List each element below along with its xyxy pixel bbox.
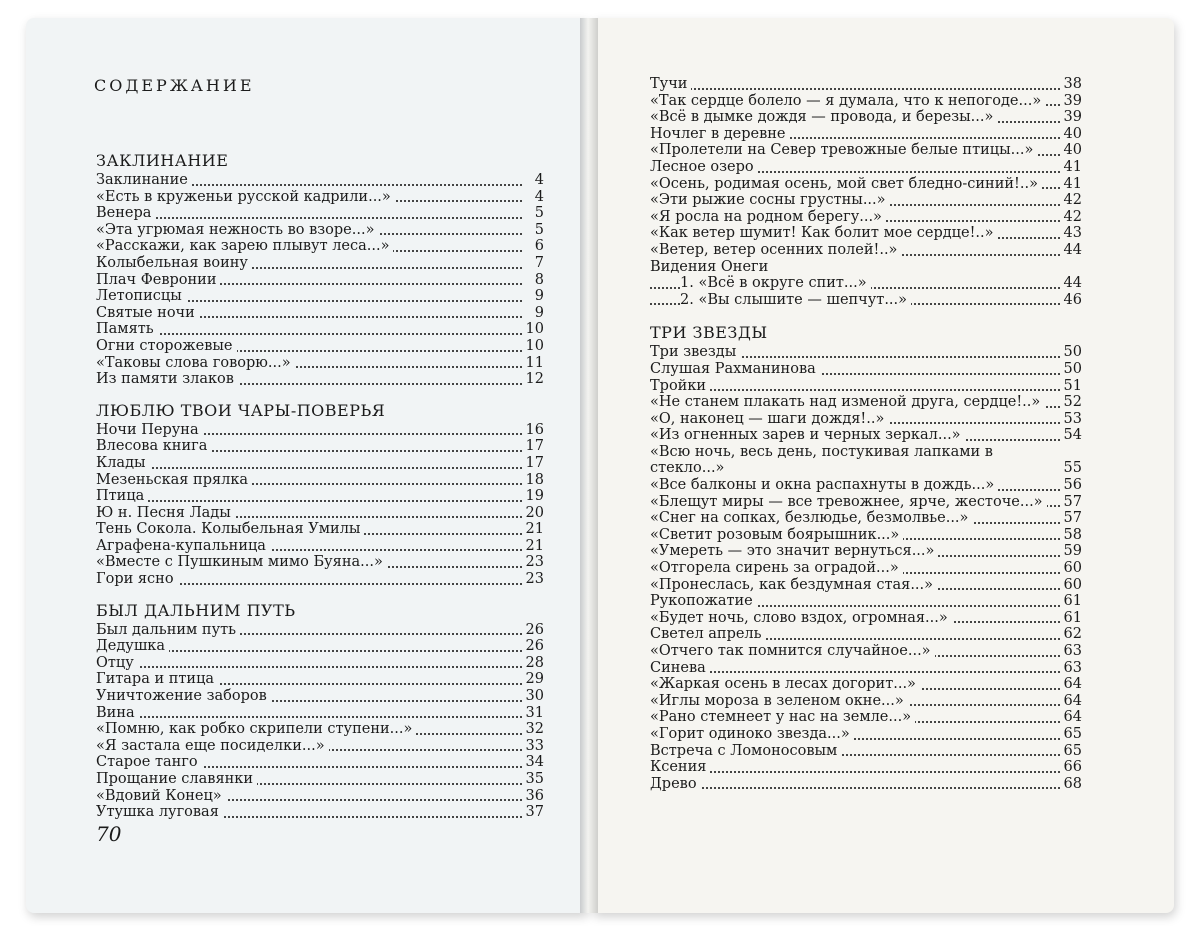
toc-entry-title: «Будет ночь, слово вздох, огромная...» [650,610,952,626]
toc-entry-title: «Я росла на родном берегу...» [650,209,886,225]
toc-entry-title: Синева [650,660,710,676]
toc-entry-page: 4 [531,189,544,206]
toc-entry-title: Древо [650,776,701,792]
toc-entry-page: 35 [522,771,544,788]
toc-entry-title: Лесное озеро [650,159,758,175]
toc-entry-title: Встреча с Ломоносовым [650,743,841,759]
toc-entry-title: Утушка луговая [96,804,223,820]
toc-entry [96,804,544,821]
toc-entry-title: Заклинание [96,172,192,188]
toc-entry-page: 5 [531,222,544,239]
toc-entry-page: 26 [522,638,544,655]
toc-entry-page: 50 [1060,344,1082,361]
toc-entry-page: 65 [1060,743,1082,760]
toc-entry-title: «Из огненных зарев и черных зеркал...» [650,427,965,443]
toc-entry-title: «Светит розовым боярышник...» [650,527,903,543]
toc-entry-page: 61 [1060,610,1082,627]
toc-entry-title: Тройки [650,378,710,394]
toc-entry-page: 9 [531,288,544,305]
toc-entry-title: Колыбельная воину [96,255,252,271]
toc-entry [96,554,544,571]
book-gutter [580,18,598,913]
toc-entry-title: «Всю ночь, весь день, постукивая лапками в стекло...» [650,444,1082,477]
toc-entry [96,788,544,805]
toc-entry-title: «О, наконец — шаги дождя!..» [650,411,888,427]
toc-entry-page: 43 [1060,225,1082,242]
toc-entry [650,209,1082,226]
toc-entry-title: Плач Февронии [96,272,220,288]
toc-entry-page: 53 [1060,411,1082,428]
toc-entry-title: Тучи [650,76,691,92]
section-heading: ЛЮБЛЮ ТВОИ ЧАРЫ-ПОВЕРЬЯ [96,400,386,420]
toc-entry-title: «Отчего так помнится случайное...» [650,643,935,659]
page-number: 70 [96,822,122,846]
toc-entry-page: 9 [531,305,544,322]
toc-entry-title: «Помню, как робко скрипели ступени...» [96,721,416,737]
toc-entry-title: Ночи Перуна [96,422,203,438]
toc-entry-page: 32 [522,721,544,738]
toc-entry-page: 41 [1060,176,1082,193]
toc-entry [96,338,544,355]
toc-entry [96,738,544,755]
toc-entry-title: Тень Сокола. Колыбельная Умилы [96,521,364,537]
toc-entry-page: 31 [522,705,544,722]
toc-entry-page: 4 [531,172,544,189]
toc-entry-page: 23 [522,571,544,588]
toc-entry-title: Аграфена-купальница [96,538,270,554]
toc-entry-page: 29 [522,671,544,688]
toc-entry [650,494,1082,511]
toc-entry-title: Клады [96,455,150,471]
toc-entry [96,771,544,788]
toc-entry-title: Память [96,321,158,337]
toc-entry-title: «Снег на сопках, безлюдье, безмолвье...» [650,510,972,526]
toc-entry-page: 7 [531,255,544,272]
toc-entry [96,688,544,705]
dot-leader [650,88,1060,90]
toc-entry [96,671,544,688]
toc-entry [96,655,544,672]
toc-entry-title: Летописцы [96,288,186,304]
toc-entry-page: 68 [1060,776,1082,793]
toc-entry-page: 12 [522,371,544,388]
toc-entry-page: 64 [1060,676,1082,693]
toc-entry-page: 57 [1060,494,1082,511]
toc-entry-page: 58 [1060,527,1082,544]
toc-entry [650,344,1082,361]
toc-entry-page: 39 [1060,109,1082,126]
toc-entry [650,610,1082,627]
toc-entry-page: 64 [1060,693,1082,710]
dot-leader [96,500,522,502]
toc-entry [96,422,544,439]
toc-entry [96,521,544,538]
right-toc-column [650,76,1082,792]
toc-entry-title: Венера [96,205,155,221]
toc-entry [650,743,1082,760]
toc-entry-page: 34 [522,754,544,771]
section-heading: ТРИ ЗВЕЗДЫ [650,323,768,343]
toc-entry [96,255,544,272]
toc-entry [650,176,1082,193]
toc-entry-page: 63 [1060,643,1082,660]
toc-entry-page: 64 [1060,709,1082,726]
toc-entry-page: 20 [522,505,544,522]
toc-entry-page: 17 [522,455,544,472]
toc-entry-page: 60 [1060,577,1082,594]
toc-entry-title: Вина [96,705,139,721]
toc-entry [96,305,544,322]
toc-entry [650,759,1082,776]
toc-entry-title: Светел апрель [650,626,766,642]
toc-entry [96,272,544,289]
toc-entry-page: 62 [1060,626,1082,643]
toc-entry-title: Гитара и птица [96,671,218,687]
toc-entry-title: Прощание славянки [96,771,257,787]
toc-entry [650,726,1082,743]
dot-leader [650,771,1060,773]
toc-entry-title: Отцу [96,655,138,671]
toc-entry [650,275,1082,292]
toc-entry-page: 40 [1060,142,1082,159]
toc-entry [96,754,544,771]
toc-entry [650,378,1082,395]
toc-entry-page: 55 [1060,460,1082,477]
toc-entry [650,142,1082,159]
toc-entry-title: «Ветер, ветер осенних полей!..» [650,242,901,258]
toc-entry-page: 54 [1060,427,1082,444]
toc-entry-title: Святые ночи [96,305,199,321]
toc-entry-title: «Блещут миры — все тревожнее, ярче, жесточе...» [650,494,1047,510]
toc-entry-title: Гори ясно [96,571,178,587]
toc-entry [650,242,1082,259]
toc-entry [650,444,1082,477]
toc-entry-title: «Вдовий Конец» [96,788,226,804]
toc-entry-title: «Как ветер шумит! Как болит мое сердце!..» [650,225,998,241]
toc-entry [650,593,1082,610]
toc-entry [96,638,544,655]
toc-entry [96,571,544,588]
toc-entry [96,288,544,305]
toc-entry-title: Старое танго [96,754,202,770]
toc-entry [96,455,544,472]
toc-entry-title: 1. «Всё в округе спит...» [680,275,871,291]
toc-entry-title: Из памяти злаков [96,371,238,387]
contents-title: СОДЕРЖАНИЕ [94,76,255,95]
toc-entry-page: 37 [522,804,544,821]
toc-entry [650,577,1082,594]
toc-entry [650,560,1082,577]
toc-entry-title: Слушая Рахманинова [650,361,820,377]
toc-entry [96,438,544,455]
toc-entry [650,543,1082,560]
toc-entry-title: «Таковы слова говорю...» [96,355,295,371]
toc-entry-title: «Пролетели на Север тревожные белые птицы...» [650,142,1037,158]
toc-entry [650,477,1082,494]
toc-entry [96,222,544,239]
toc-entry-page: 36 [522,788,544,805]
toc-entry-page: 59 [1060,543,1082,560]
toc-entry-title: 2. «Вы слышите — шепчут...» [680,292,911,308]
toc-entry-page: 17 [522,438,544,455]
toc-entry-page: 39 [1060,93,1082,110]
toc-entry [650,660,1082,677]
toc-entry-title: Птица [96,488,148,504]
toc-entry-title: Видения Онеги [650,259,772,275]
toc-entry-title: «Вместе с Пушкиным мимо Буяна...» [96,554,387,570]
toc-entry-title: Дедушка [96,638,169,654]
dot-leader [96,467,522,469]
toc-entry-page: 56 [1060,477,1082,494]
toc-entry-page: 38 [1060,76,1082,93]
toc-entry-title: Три звезды [650,344,740,360]
toc-entry-page: 50 [1060,361,1082,378]
toc-entry-title: «Рано стемнеет у нас на земле...» [650,709,915,725]
dot-leader [650,389,1060,391]
toc-entry [650,109,1082,126]
toc-entry-page: 5 [531,205,544,222]
toc-entry [650,626,1082,643]
toc-entry [96,238,544,255]
toc-entry-title: «Я застала еще посиделки...» [96,738,329,754]
toc-entry-page: 16 [522,422,544,439]
toc-entry-title: Огни сторожевые [96,338,237,354]
toc-entry [650,76,1082,93]
toc-entry [96,538,544,555]
toc-entry [650,259,1082,276]
toc-entry-page: 21 [522,521,544,538]
dot-leader [96,666,522,668]
toc-entry-title: «Иглы мороза в зеленом окне...» [650,693,908,709]
toc-entry-title: Уничтожение заборов [96,688,271,704]
toc-entry-title: «Расскажи, как зарею плывут леса...» [96,238,393,254]
toc-entry [96,189,544,206]
toc-entry [96,505,544,522]
dot-leader [96,333,522,335]
toc-entry-title: «Осень, родимая осень, мой свет бледно-синий!..» [650,176,1042,192]
left-toc-column [96,150,544,821]
toc-entry [650,709,1082,726]
toc-entry-title: «Пронеслась, как бездумная стая...» [650,577,937,593]
toc-entry-page: 51 [1060,378,1082,395]
toc-entry-title: Ночлег в деревне [650,126,790,142]
toc-entry-title: «Всё в дымке дождя — провода, и березы...» [650,109,997,125]
toc-entry-page: 6 [531,238,544,255]
dot-leader [650,671,1060,673]
dot-leader [650,787,1060,789]
toc-entry [650,527,1082,544]
toc-entry-title: «Эти рыжие сосны грустны...» [650,192,890,208]
toc-entry-page: 30 [522,688,544,705]
toc-entry-title: «Эта угрюмая нежность во взоре...» [96,222,378,238]
toc-entry-title: «Не станем плакать над изменой друга, сердце!..» [650,394,1044,410]
toc-entry [96,472,544,489]
toc-entry-page: 66 [1060,759,1082,776]
toc-entry [96,205,544,222]
toc-entry-title: «Жаркая осень в лесах догорит...» [650,676,920,692]
toc-entry-page: 60 [1060,560,1082,577]
toc-entry-page: 10 [522,321,544,338]
toc-entry-page: 42 [1060,209,1082,226]
toc-entry [650,427,1082,444]
toc-entry-page: 18 [522,472,544,489]
toc-entry [650,192,1082,209]
toc-entry [650,693,1082,710]
toc-entry [96,488,544,505]
toc-entry-title: Рукопожатие [650,593,757,609]
toc-entry-title: «Умереть — это значит вернуться...» [650,543,938,559]
toc-entry [650,643,1082,660]
toc-entry [96,721,544,738]
toc-entry-page: 26 [522,622,544,639]
toc-entry-title: «Все балконы и окна распахнуты в дождь...» [650,477,998,493]
toc-entry-page: 19 [522,488,544,505]
toc-entry-title: Мезеньская прялка [96,472,252,488]
toc-entry [96,371,544,388]
toc-entry [650,159,1082,176]
toc-entry-page: 52 [1060,394,1082,411]
toc-entry [650,776,1082,793]
toc-entry-page: 44 [1060,242,1082,259]
toc-entry-title: «Горит одиноко звезда...» [650,726,854,742]
toc-entry [650,510,1082,527]
toc-entry [650,411,1082,428]
toc-entry [650,676,1082,693]
toc-entry-page: 44 [1060,275,1082,292]
toc-entry-title: Влесова книга [96,438,211,454]
toc-entry [96,355,544,372]
toc-entry-title: «Так сердце болело — я думала, что к непогоде...» [650,93,1045,109]
section-heading: БЫЛ ДАЛЬНИМ ПУТЬ [96,600,296,620]
toc-entry-page: 10 [522,338,544,355]
toc-entry-title: Был дальним путь [96,622,240,638]
toc-entry-page: 11 [522,355,544,372]
toc-entry [96,622,544,639]
toc-entry-page: 8 [531,272,544,289]
toc-entry-title: «Есть в круженьи русской кадрили...» [96,189,395,205]
toc-entry-page: 63 [1060,660,1082,677]
toc-entry-title: Ю н. Песня Лады [96,505,235,521]
toc-entry-page: 65 [1060,726,1082,743]
toc-entry [650,126,1082,143]
toc-entry-page: 28 [522,655,544,672]
toc-entry-title: «Отгорела сирень за оградой...» [650,560,903,576]
toc-entry-page: 41 [1060,159,1082,176]
toc-entry-page: 61 [1060,593,1082,610]
toc-entry-page: 23 [522,554,544,571]
toc-entry [650,292,1082,309]
toc-entry-page: 57 [1060,510,1082,527]
toc-entry-page: 40 [1060,126,1082,143]
toc-entry-page: 21 [522,538,544,555]
toc-entry [650,361,1082,378]
toc-entry-page: 33 [522,738,544,755]
dot-leader [96,217,522,219]
toc-entry-page: 42 [1060,192,1082,209]
toc-entry [96,172,544,189]
toc-entry [650,225,1082,242]
toc-entry [96,705,544,722]
toc-entry [650,93,1082,110]
section-heading: ЗАКЛИНАНИЕ [96,151,229,170]
toc-entry-page: 46 [1060,292,1082,309]
toc-entry-title: Ксения [650,759,710,775]
toc-entry [96,321,544,338]
toc-entry [650,394,1082,411]
dot-leader [96,716,522,718]
